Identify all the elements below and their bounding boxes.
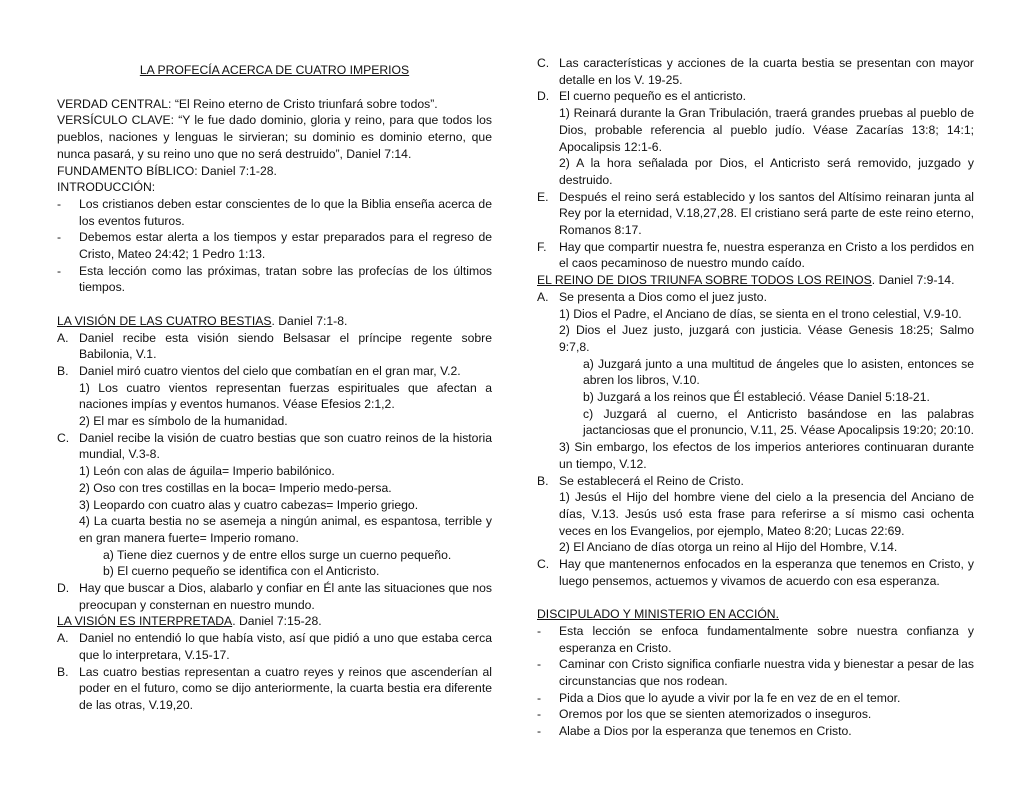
bullet-dash: - — [57, 196, 62, 211]
outline-item: B. Las cuatro bestias representan a cuatro reyes y reinos que ascenderían al poder en el futuro, como se dijo anteriormente, la cuarta bestia era diferente de las otras, V.19,20. — [57, 664, 492, 712]
intro-item: - Los cristianos deben estar conscientes de lo que la Biblia enseña acerca de los eventos futuros. — [57, 196, 492, 228]
sub-item: 2) A la hora señalada por Dios, el Anticristo será removido, juzgado y destruido. — [559, 156, 974, 187]
bullet-dash: - — [537, 657, 542, 672]
bullet-dash: - — [537, 690, 542, 705]
bullet-dash: - — [537, 724, 542, 739]
outline-item: D. El cuerno pequeño es el anticristo. — [537, 89, 746, 104]
sub-item: 4) La cuarta bestia no se asemeja a ningún animal, es espantosa, terrible y en gran manera fuerte= Imperio romano. — [79, 514, 492, 545]
biblical-foundation: FUNDAMENTO BÍBLICO: Daniel 7:1-28. — [57, 163, 277, 178]
sub-item: 1) Los cuatro vientos representan fuerzas espirituales que afectan a naciones impías y eventos humanos. Véase Efesios 2:1,2. — [79, 380, 492, 412]
outline-item: C. Daniel recibe la visión de cuatro bestias que son cuatro reinos de la historia mundial, V.3-8. — [57, 430, 492, 462]
outline-item: E. Después el reino será establecido y los santos del Altísimo reinaran junta al Rey por la eternidad, V.18,27,28. El cristiano será parte de este reino eterno, Romanos 8:17. — [537, 189, 974, 238]
outline-item: B. Daniel miró cuatro vientos del cielo que combatían en el gran mar, V.2. — [57, 363, 461, 378]
section-heading-discipleship: DISCIPULADO Y MINISTERIO EN ACCIÓN. — [537, 607, 779, 622]
outline-item: C. Las características y acciones de la cuarta bestia se presentan con mayor detalle en los V. 19-25. — [537, 56, 974, 87]
outline-item: D. Hay que buscar a Dios, alabarlo y confiar en Él ante las situaciones que nos preocupan y consternan en nuestro mundo. — [57, 581, 492, 612]
sub-item: 1) Reinará durante la Gran Tribulación, traerá grandes pruebas al pueblo de Dios, probable referencia al pueblo judío. Véase Zacarías 13:8; 14:1; Apocalipsis 12:1-6. — [559, 106, 974, 154]
sub-sub-item: c) Juzgará al cuerno, el Anticristo basándose en las palabras jactanciosas que el pronuncio, V.11, 25. Véase Apocalipsis 19:20; 20:10. — [583, 406, 974, 438]
key-verse: VERSÍCULO CLAVE: “Y le fue dado dominio, gloria y reino, para que todos los pueblos, naciones y lenguas le sirvieran; su dominio es dominio eterno, que nunca pasará, y su reino uno que no será destruido”, Daniel 7:14. — [57, 113, 492, 161]
central-truth: VERDAD CENTRAL: “El Reino eterno de Cristo triunfará sobre todos”. — [57, 96, 438, 111]
discipleship-item: - Caminar con Cristo significa confiarle nuestra vida y bienestar a pesar de las circunstancias que nos rodean. — [537, 657, 974, 688]
intro-item: - Debemos estar alerta a los tiempos y estar preparados para el regreso de Cristo, Mateo 24:42; 1 Pedro 1:13. — [57, 230, 492, 262]
outline-item: A. Daniel recibe esta visión siendo Belsasar el príncipe regente sobre Babilonia, V.1. — [57, 330, 492, 362]
bullet-dash: - — [537, 623, 542, 638]
sub-item: 2) Oso con tres costillas en la boca= Imperio medo-persa. — [79, 480, 392, 495]
outline-item: A. Daniel no entendió lo que había visto, así que pidió a uno que estaba cerca que lo interpretara, V.15-17. — [57, 631, 492, 662]
discipleship-item: - Pida a Dios que lo ayude a vivir por la fe en vez de en el temor. — [537, 690, 901, 705]
outline-item: F. Hay que compartir nuestra fe, nuestra esperanza en Cristo a los perdidos en el caos pecaminoso de nuestro mundo caído. — [537, 239, 974, 271]
document-title: LA PROFECÍA ACERCA DE CUATRO IMPERIOS — [139, 63, 410, 77]
discipleship-item: - Esta lección se enfoca fundamentalmente sobre nuestra confianza y esperanza en Cristo. — [537, 623, 974, 655]
section-heading-interpretation: LA VISIÓN ES INTERPRETADA. Daniel 7:15-28. — [57, 614, 322, 629]
sub-item: 2) El Anciano de días otorga un reino al Hijo del Hombre, V.14. — [559, 540, 898, 555]
sub-item: 1) Dios el Padre, el Anciano de días, se sienta en el trono celestial, V.9-10. — [559, 306, 962, 321]
section-heading-vision: LA VISIÓN DE LAS CUATRO BESTIAS. Daniel 7:1-8. — [57, 313, 348, 328]
sub-item: 2) El mar es símbolo de la humanidad. — [79, 414, 288, 429]
discipleship-item: - Oremos por los que se sienten atemorizados o inseguros. — [537, 707, 872, 722]
intro-heading: INTRODUCCIÓN: — [57, 180, 156, 195]
intro-item: - Esta lección como las próximas, tratan sobre las profecías de los últimos tiempos. — [57, 263, 492, 295]
bullet-dash: - — [537, 707, 542, 722]
outline-item: B. Se establecerá el Reino de Cristo. — [537, 473, 744, 488]
right-column — [537, 0, 974, 740]
sub-sub-item: a) Tiene diez cuernos y de entre ellos surge un cuerno pequeño. — [103, 547, 452, 562]
sub-item: 3) Leopardo con cuatro alas y cuatro cabezas= Imperio griego. — [79, 497, 419, 512]
sub-item: 1) León con alas de águila= Imperio babilónico. — [79, 464, 335, 479]
bullet-dash: - — [57, 230, 62, 245]
bullet-dash: - — [57, 263, 62, 278]
sub-sub-item: a) Juzgará junto a una multitud de ángeles que lo asisten, entonces se abren los libros, V.10. — [583, 356, 974, 388]
section-heading-kingdom: EL REINO DE DIOS TRIUNFA SOBRE TODOS LOS REINOS. Daniel 7:9-14. — [537, 273, 955, 288]
discipleship-item: - Alabe a Dios por la esperanza que tenemos en Cristo. — [537, 724, 852, 739]
sub-sub-item: b) El cuerno pequeño se identifica con el Anticristo. — [103, 564, 380, 579]
outline-item: C. Hay que mantenernos enfocados en la esperanza que tenemos en Cristo, y luego pensemos, actuemos y vivamos de acuerdo con esa esperanza. — [537, 557, 974, 588]
sub-item: 1) Jesús el Hijo del hombre viene del cielo a la presencia del Anciano de días, V.13. Jesús usó esta frase para referirse a sí mismo casi ochenta veces en los Evangelios, por ejemplo, Mateo 8:20; Lucas 22:69. — [559, 490, 974, 538]
sub-item: 3) Sin embargo, los efectos de los imperios anteriores continuaran durante un tiempo, V.12. — [559, 440, 974, 471]
sub-sub-item: b) Juzgará a los reinos que Él estableció. Véase Daniel 5:18-21. — [583, 390, 930, 405]
sub-item: 2) Dios el Juez justo, juzgará con justicia. Véase Genesis 18:25; Salmo 9:7,8. — [559, 323, 974, 354]
outline-item: A. Se presenta a Dios como el juez justo. — [537, 289, 767, 304]
left-column — [57, 0, 492, 714]
